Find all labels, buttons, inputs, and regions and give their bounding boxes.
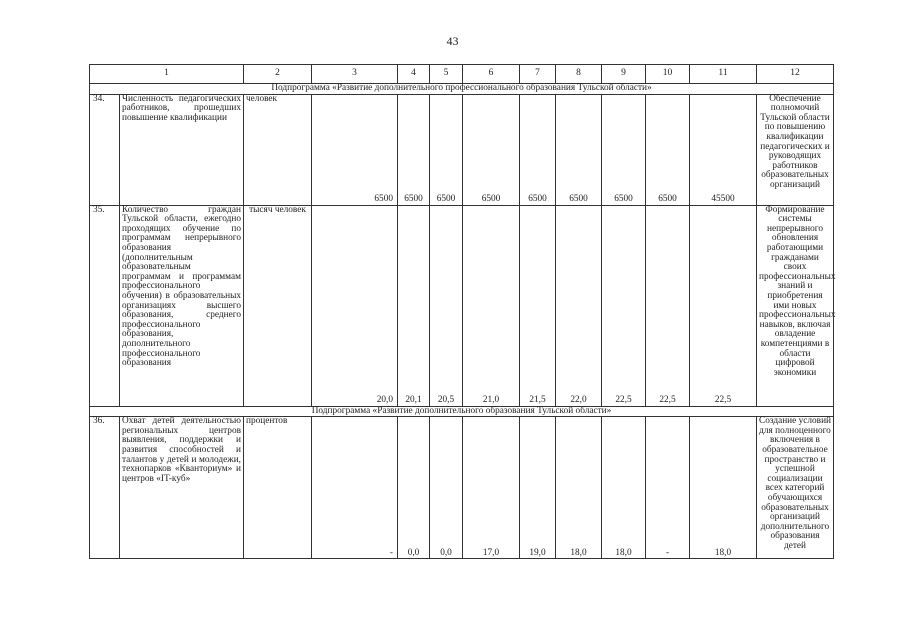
header-cell: 10 xyxy=(646,65,690,84)
value-cell: 22,5 xyxy=(602,205,646,406)
value-cell: 6500 xyxy=(312,94,398,205)
value-cell: 18,0 xyxy=(690,417,757,559)
page-number: 43 xyxy=(446,34,459,48)
row-number: 36. xyxy=(90,417,120,559)
row-number: 34. xyxy=(90,94,120,205)
value-cell: 0,0 xyxy=(430,417,463,559)
value-cell: - xyxy=(312,417,398,559)
unit-cell: процентов xyxy=(244,417,312,559)
value-cell: 45500 xyxy=(690,94,757,205)
header-cell: 3 xyxy=(312,65,398,84)
goal-cell: Формирование системы непрерывного обновления работающими гражданами своих профессиональных знаний и приобретения ими новых профессиональных навыков, включая овладение компетенциями в области цифровой экономики xyxy=(757,205,834,406)
value-cell: 6500 xyxy=(646,94,690,205)
value-cell: - xyxy=(646,417,690,559)
header-cell: 6 xyxy=(463,65,520,84)
value-cell: 0,0 xyxy=(398,417,430,559)
header-cell: 2 xyxy=(244,65,312,84)
subprogram-title: Подпрограмма «Развитие дополнительного образования Тульской области» xyxy=(90,406,834,417)
value-cell: 17,0 xyxy=(463,417,520,559)
subprogram-row xyxy=(90,84,834,95)
unit-cell: тысяч человек xyxy=(244,205,312,406)
value-cell: 22,0 xyxy=(556,205,602,406)
value-cell: 20,0 xyxy=(312,205,398,406)
indicator-name: Количество граждан Тульской области, ежегодно проходящих обучение по программам непрерывного образования (дополнительным образовательным программам и программам профессионального обучения) в образовательных организациях высшего образования, среднего профессионального образования, дополнительного профессионального образования xyxy=(120,205,244,406)
value-cell: 6500 xyxy=(430,94,463,205)
value-cell: 19,0 xyxy=(520,417,556,559)
goal-cell: Создание условий для полноценного включения в образовательное пространство и успешной социализации всех категорий обучающихся образовательных организаций дополнительного образования детей xyxy=(757,417,834,559)
indicators-table xyxy=(89,64,834,559)
table-row xyxy=(90,417,834,559)
header-cell: 8 xyxy=(556,65,602,84)
unit-cell: человек xyxy=(244,94,312,205)
value-cell: 21,5 xyxy=(520,205,556,406)
value-cell: 18,0 xyxy=(556,417,602,559)
header-cell: 9 xyxy=(602,65,646,84)
indicator-name: Численность педагогических работников, прошедших повышение квалификации xyxy=(120,94,244,205)
indicator-name: Охват детей деятельностью региональных центров выявления, поддержки и развития способностей и талантов у детей и молодежи, технопарков «Кванториум» и центров «IT-куб» xyxy=(120,417,244,559)
row-number: 35. xyxy=(90,205,120,406)
header-cell: 11 xyxy=(690,65,757,84)
value-cell: 21,0 xyxy=(463,205,520,406)
value-cell: 6500 xyxy=(602,94,646,205)
header-cell: 12 xyxy=(757,65,834,84)
value-cell: 18,0 xyxy=(602,417,646,559)
value-cell: 20,1 xyxy=(398,205,430,406)
goal-cell: Обеспечение полномочий Тульской области по повышению квалификации педагогических и руководящих работников образовательных организаций xyxy=(757,94,834,205)
value-cell: 6500 xyxy=(463,94,520,205)
value-cell: 22,5 xyxy=(646,205,690,406)
subprogram-title: Подпрограмма «Развитие дополнительного профессионального образования Тульской области» xyxy=(90,84,834,95)
header-row xyxy=(90,65,834,84)
value-cell: 6500 xyxy=(556,94,602,205)
header-cell: 1 xyxy=(90,65,244,84)
value-cell: 20,5 xyxy=(430,205,463,406)
value-cell: 6500 xyxy=(398,94,430,205)
header-cell: 7 xyxy=(520,65,556,84)
table-row xyxy=(90,94,834,205)
value-cell: 6500 xyxy=(520,94,556,205)
value-cell: 22,5 xyxy=(690,205,757,406)
table-row xyxy=(90,205,834,406)
header-cell: 5 xyxy=(430,65,463,84)
header-cell: 4 xyxy=(398,65,430,84)
